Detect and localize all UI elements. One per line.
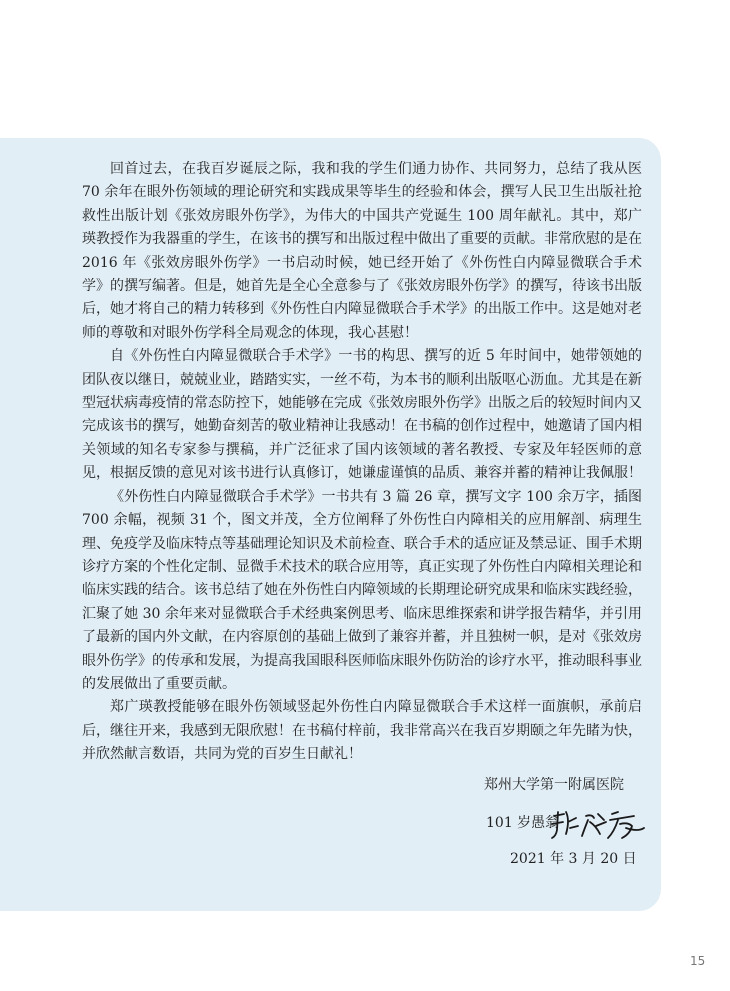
- signature-organization: 郑州大学第一附属医院: [484, 777, 624, 793]
- signature-date: 2021 年 3 月 20 日: [510, 851, 637, 867]
- handwritten-signature: [548, 806, 648, 842]
- signature-author: 101 岁愚翁: [486, 815, 560, 831]
- page-number: 15: [690, 954, 706, 968]
- paragraph-3: 《外伤性白内障显微联合手术学》一书共有 3 篇 26 章，撰写文字 100 余万字，插图 700 余幅，视频 31 个，图文并茂，全方位阐释了外伤性白内障相关的应用解剖、病理生理、免疫学及临床特点等基础理论知识及术前检查、联合手术的适应证及禁忌证、围手术期诊疗方案的个性化定制、显微手术技术的联合应用等，真正实现了外伤性白内障相关理论和临床实践的结合。该书总结了她在外伤性白内障领域的长期理论研究成果和临床实践经验，汇聚了她 30 余年来对显微联合手术经典案例思考、临床思维探索和讲学报告精华，并引用了最新的国内外文献，在内容原创的基础上做到了兼容并蓄，并且独树一帜，是对《张效房眼外伤学》的传承和发展，为提高我国眼科医师临床眼外伤防治的诊疗水平，推动眼科事业的发展做出了重要贡献。: [82, 488, 642, 692]
- paragraph-2: 自《外伤性白内障显微联合手术学》一书的构思、撰写的近 5 年时间中，她带领她的团队夜以继日，兢兢业业，踏踏实实，一丝不苟，为本书的顺利出版呕心沥血。尤其是在新型冠状病毒疫情的常态防控下，她能够在完成《张效房眼外伤学》出版之后的较短时间内又完成该书的撰写，她勤奋刻苦的敬业精神让我感动！在书稿的创作过程中，她邀请了国内相关领域的知名专家参与撰稿，并广泛征求了国内该领域的著名教授、专家及年轻医师的意见，根据反馈的意见对该书进行认真修订，她谦虚谨慎的品质、兼容并蓄的精神让我佩服！: [82, 348, 642, 482]
- body-text: [82, 158, 642, 767]
- paragraph-4: 郑广瑛教授能够在眼外伤领域竖起外伤性白内障显微联合手术这样一面旗帜，承前启后，继往开来，我感到无限欣慰！在书稿付梓前，我非常高兴在我百岁期颐之年先睹为快，并欣然献言数语，共同为党的百岁生日献礼！: [82, 699, 642, 763]
- paragraph-1: 回首过去，在我百岁诞辰之际，我和我的学生们通力协作、共同努力，总结了我从医 70 余年在眼外伤领域的理论研究和实践成果等毕生的经验和体会，撰写人民卫生出版社抢救性出版计划《张效房眼外伤学》，为伟大的中国共产党诞生 100 周年献礼。其中，郑广瑛教授作为我器重的学生，在该书的撰写和出版过程中做出了重要的贡献。非常欣慰的是在 2016 年《张效房眼外伤学》一书启动时候，她已经开始了《外伤性白内障显微联合手术学》的撰写编著。但是，她首先是全心全意参与了《张效房眼外伤学》的撰写，待该书出版后，她才将自己的精力转移到《外伤性白内障显微联合手术学》的出版工作中。这是她对老师的尊敬和对眼外伤学科全局观念的体现，我心甚慰！: [82, 161, 642, 341]
